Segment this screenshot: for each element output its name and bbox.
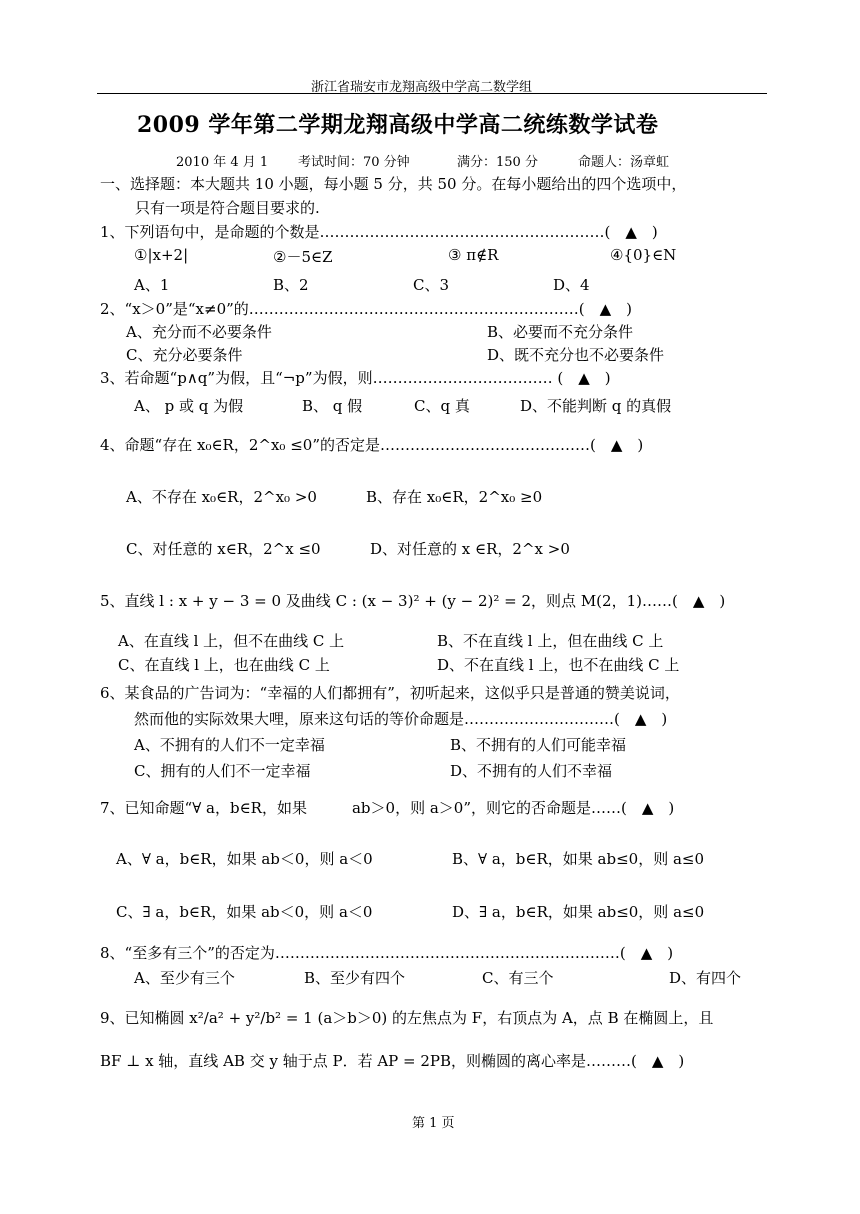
- q5-option-d: D、不在直线 l 上，也不在曲线 C 上: [437, 656, 680, 674]
- q5-option-a: A、在直线 l 上，但不在曲线 C 上: [118, 632, 345, 650]
- exam-author: 命题人：汤章虹: [578, 155, 670, 170]
- q1-option-b: B、2: [273, 276, 309, 294]
- q8-option-b: B、至少有四个: [304, 969, 406, 987]
- question-4-stem: 4、命题“存在 x₀∈R，2^x₀ ≤0”的否定是……………………………………( ▲ ): [100, 436, 644, 454]
- question-9-stem: 9、已知椭圆 x²/a² + y²/b² = 1 (a＞b＞0) 的左焦点为 F，右顶点为 A，点 B 在椭圆上，且: [100, 1009, 714, 1027]
- q2-option-c: C、充分必要条件: [126, 346, 243, 364]
- question-2-stem: 2、“x＞0”是“x≠0”的…………………………………………………………( ▲ ): [100, 300, 633, 318]
- q4-option-c: C、对任意的 x∈R，2^x ≤0: [126, 540, 321, 558]
- q3-option-a: A、 p 或 q 为假: [134, 397, 244, 415]
- header-rule: [97, 93, 767, 94]
- exam-date: 2010 年 4 月 1: [176, 155, 269, 170]
- q6-option-c: C、拥有的人们不一定幸福: [134, 762, 311, 780]
- page-header: 浙江省瑞安市龙翔高级中学高二数学组: [311, 80, 533, 95]
- q6-option-d: D、不拥有的人们不幸福: [450, 762, 613, 780]
- q5-option-c: C、在直线 l 上，也在曲线 C 上: [118, 656, 330, 674]
- q2-option-a: A、充分而不必要条件: [126, 323, 272, 341]
- q4-option-a: A、不存在 x₀∈R，2^x₀ >0: [126, 488, 317, 506]
- q3-option-d: D、不能判断 q 的真假: [520, 397, 672, 415]
- section-instruction-cont: 只有一项是符合题目要求的.: [135, 199, 320, 217]
- question-1-stem: 1、下列语句中，是命题的个数是…………………………………………………( ▲ ): [100, 223, 658, 241]
- q8-option-a: A、至少有三个: [134, 969, 235, 987]
- q1-statement-3: ③ π∉R: [448, 246, 499, 264]
- exam-score: 满分：150 分: [457, 155, 538, 170]
- question-6-stem: 6、某食品的广告词为：“幸福的人们都拥有”，初听起来，这似乎只是普通的赞美说词，: [100, 684, 680, 702]
- q4-option-b: B、存在 x₀∈R，2^x₀ ≥0: [366, 488, 543, 506]
- q1-option-a: A、1: [134, 276, 170, 294]
- q7-option-c: C、∃ a，b∈R，如果 ab＜0，则 a＜0: [116, 903, 373, 921]
- question-6-stem-cont: 然而他的实际效果大哩，原来这句话的等价命题是…………………………( ▲ ): [134, 710, 668, 728]
- q8-option-d: D、有四个: [669, 969, 742, 987]
- q2-option-b: B、必要而不充分条件: [487, 323, 634, 341]
- exam-time: 考试时间：70 分钟: [298, 155, 410, 170]
- q3-option-b: B、 q 假: [302, 397, 363, 415]
- q7-option-a: A、∀ a，b∈R，如果 ab＜0，则 a＜0: [116, 850, 373, 868]
- q8-option-c: C、有三个: [482, 969, 554, 987]
- q1-option-c: C、3: [413, 276, 450, 294]
- q4-option-d: D、对任意的 x ∈R，2^x >0: [370, 540, 570, 558]
- q1-statement-4: ④{0}∈N: [610, 246, 677, 264]
- question-5-stem: 5、直线 l : x + y − 3 = 0 及曲线 C : (x − 3)² + (y − 2)² = 2，则点 M(2，1)……( ▲ ): [100, 592, 726, 610]
- question-3-stem: 3、若命题“p∧q”为假，且“¬p”为假，则……………………………… ( ▲ ): [100, 369, 611, 387]
- q2-option-d: D、既不充分也不必要条件: [487, 346, 665, 364]
- exam-title: 2009 学年第二学期龙翔高级中学高二统练数学试卷: [137, 112, 659, 138]
- q6-option-b: B、不拥有的人们可能幸福: [450, 736, 627, 754]
- q1-statement-2: ②－5∈Z: [273, 248, 333, 266]
- q7-option-d: D、∃ a，b∈R，如果 ab≤0，则 a≤0: [452, 903, 705, 921]
- question-7-stem: 7、已知命题“∀ a，b∈R，如果 ab＞0，则 a＞0”，则它的否命题是……( ▲ ): [100, 799, 675, 817]
- question-8-stem: 8、“至多有三个”的否定为……………………………………………………………( ▲ ): [100, 944, 674, 962]
- q5-option-b: B、不在直线 l 上，但在曲线 C 上: [437, 632, 664, 650]
- section-instruction: 一、选择题：本大题共 10 小题，每小题 5 分，共 50 分。在每小题给出的四个选项中，: [100, 175, 687, 193]
- page-number: 第 1 页: [412, 1116, 455, 1131]
- q1-option-d: D、4: [553, 276, 590, 294]
- q3-option-c: C、q 真: [414, 397, 470, 415]
- q1-statement-1: ①|x+2|: [134, 246, 189, 264]
- question-9-stem-cont: BF ⊥ x 轴，直线 AB 交 y 轴于点 P．若 AP = 2PB，则椭圆的离心率是………( ▲ ): [100, 1052, 685, 1070]
- q6-option-a: A、不拥有的人们不一定幸福: [134, 736, 325, 754]
- q7-option-b: B、∀ a，b∈R，如果 ab≤0，则 a≤0: [452, 850, 705, 868]
